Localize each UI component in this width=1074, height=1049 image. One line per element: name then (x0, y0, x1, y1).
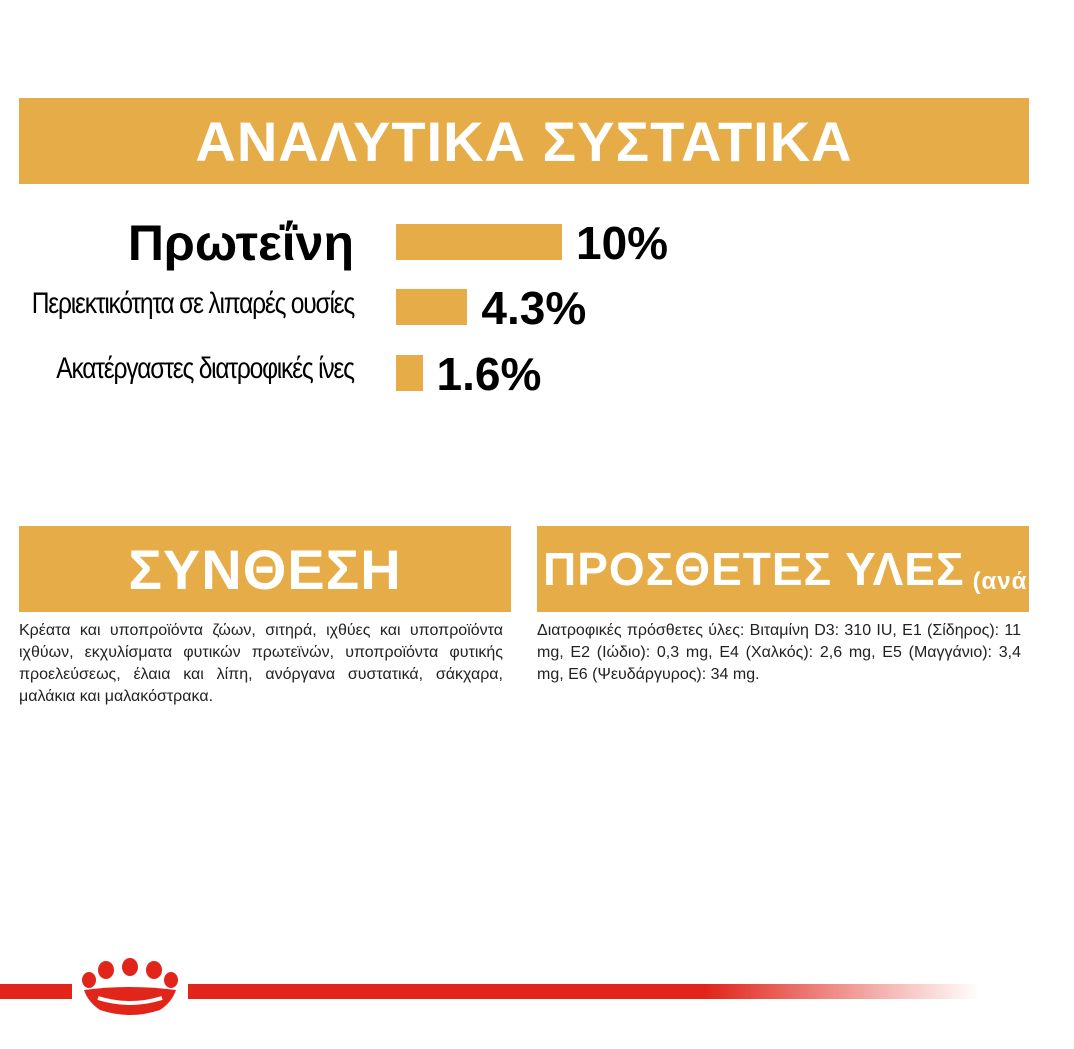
analytical-constituents-banner (19, 98, 1029, 184)
additives-banner (537, 526, 1074, 612)
additives-unit: (ανά kg) (972, 568, 1074, 595)
crown-logo-svg (72, 958, 188, 1022)
fat-content-value: 4.3% (481, 282, 587, 334)
crude-fibre-bar (396, 355, 423, 391)
crude-fibre-label: Ακατέργαστες διατροφικές ίνες (56, 352, 354, 385)
protein-value: 10% (576, 217, 669, 269)
fat-content-bar (396, 289, 467, 325)
additives-title: ΠΡΟΣΘΕΤΕΣ ΥΛΕΣ (543, 543, 965, 595)
analytical-constituents-title: ΑΝΑΛΥΤΙΚΑ ΣΥΣΤΑΤΙΚΑ (195, 109, 853, 173)
crude-fibre-value: 1.6% (436, 348, 542, 400)
protein-bar (396, 224, 562, 260)
royal-canin-crown-icon (72, 958, 188, 1022)
protein-label: Πρωτεΐνη (127, 215, 354, 271)
fat-content-label: Περιεκτικότητα σε λιπαρές ουσίες (31, 287, 354, 320)
composition-text: Κρέατα και υποπροϊόντα ζώων, σιτηρά, ιχθύες και υποπροϊόντα ιχθύων, εκχυλίσματα φυτικών πρωτεϊνών, υποπροϊόντα φυτικής προελεύσεως, έλαια και λίπη, ανόργανα συστατικά, σάκχαρα, μαλάκια και μαλακόστρακα. (19, 622, 503, 705)
composition-title: ΣΥΝΘΕΣΗ (128, 537, 402, 601)
additives-text: Διατροφικές πρόσθετες ύλες: Βιταμίνη D3: 310 IU, E1 (Σίδηρος): 11 mg, E2 (Ιώδιο): 0,3 mg, E4 (Χαλκός): 2,6 mg, E5 (Μαγγάνιο): 3,4 mg, E6 (Ψευδάργυρος): 34 mg. (537, 622, 1021, 683)
composition-banner (19, 526, 511, 612)
